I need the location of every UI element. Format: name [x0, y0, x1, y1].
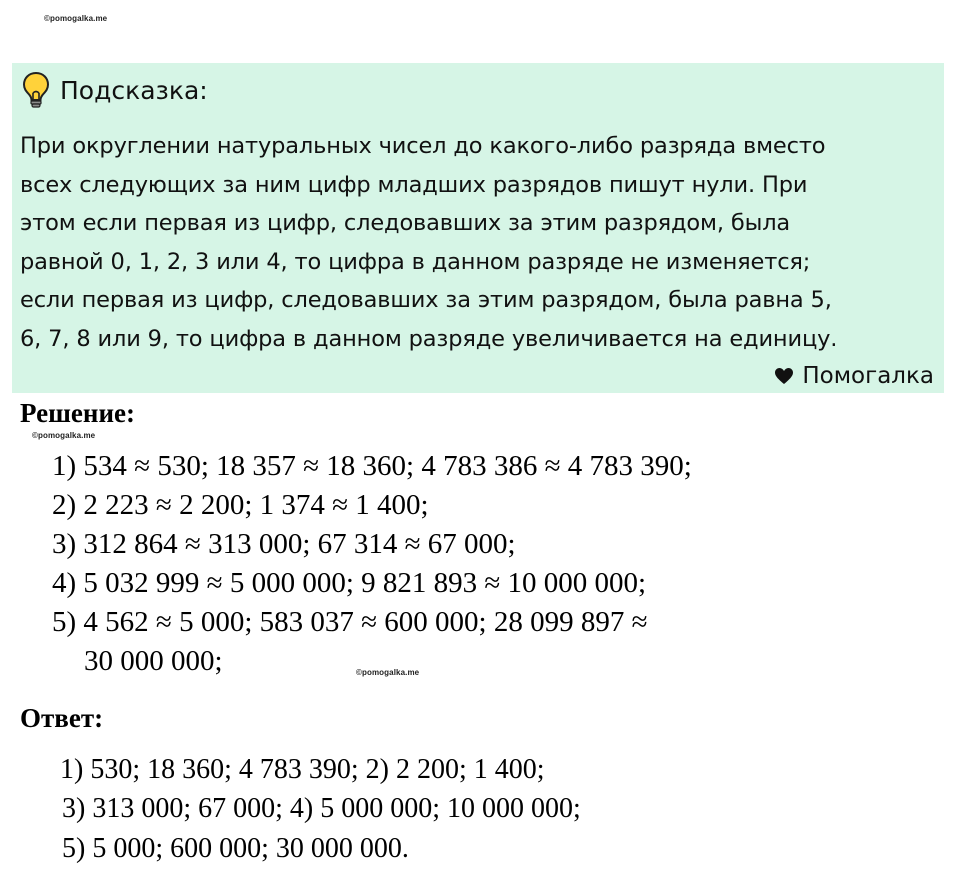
watermark-solution: ©pomogalka.me [32, 431, 96, 440]
hint-line: равной 0, 1, 2, 3 или 4, то цифра в данном разряде не изменяется; [20, 248, 811, 275]
solution-heading: Решение: [20, 398, 135, 428]
hint-line: При округлении натуральных чисел до какого-либо разряда вместо [20, 133, 826, 159]
hint-line: 6, 7, 8 или 9, то цифра в данном разряде увеличивается на единицу. [20, 325, 838, 352]
solution-line-6: 30 000 000; [84, 645, 223, 677]
answer-line-1: 1) 530; 18 360; 4 783 390; 2) 2 200; 1 400; [60, 754, 545, 785]
solution-line-3: 3) 312 864 ≈ 313 000; 67 314 ≈ 67 000; [52, 528, 516, 560]
brand-signature [774, 361, 934, 391]
hint-line: всех следующих за ним цифр младших разрядов пишут нули. При [20, 171, 808, 198]
heart-icon [774, 367, 794, 385]
hint-line: этом если первая из цифр, следовавших за этим разрядом, была [20, 210, 791, 236]
hint-title: Подсказка: [60, 75, 208, 105]
answer-heading: Ответ: [20, 703, 104, 733]
hint-header [22, 70, 208, 110]
watermark-middle: ©pomogalka.me [356, 668, 420, 677]
watermark-top: ©pomogalka.me [44, 14, 108, 23]
hint-text [20, 127, 940, 358]
solution-line-1: 1) 534 ≈ 530; 18 357 ≈ 18 360; 4 783 386 ≈ 4 783 390; [52, 450, 692, 482]
brand-name: Помогалка [802, 363, 934, 389]
solution-line-4: 4) 5 032 999 ≈ 5 000 000; 9 821 893 ≈ 10 000 000; [52, 567, 647, 599]
hint-line: если первая из цифр, следовавших за этим разрядом, была равна 5, [20, 287, 832, 313]
answer-line-2: 3) 313 000; 67 000; 4) 5 000 000; 10 000 000; [62, 793, 581, 824]
answer-line-3: 5) 5 000; 600 000; 30 000 000. [62, 833, 409, 864]
solution-line-2: 2) 2 223 ≈ 2 200; 1 374 ≈ 1 400; [52, 489, 429, 521]
lightbulb-icon [22, 71, 50, 109]
solution-line-5: 5) 4 562 ≈ 5 000; 583 037 ≈ 600 000; 28 099 897 ≈ [52, 606, 648, 638]
